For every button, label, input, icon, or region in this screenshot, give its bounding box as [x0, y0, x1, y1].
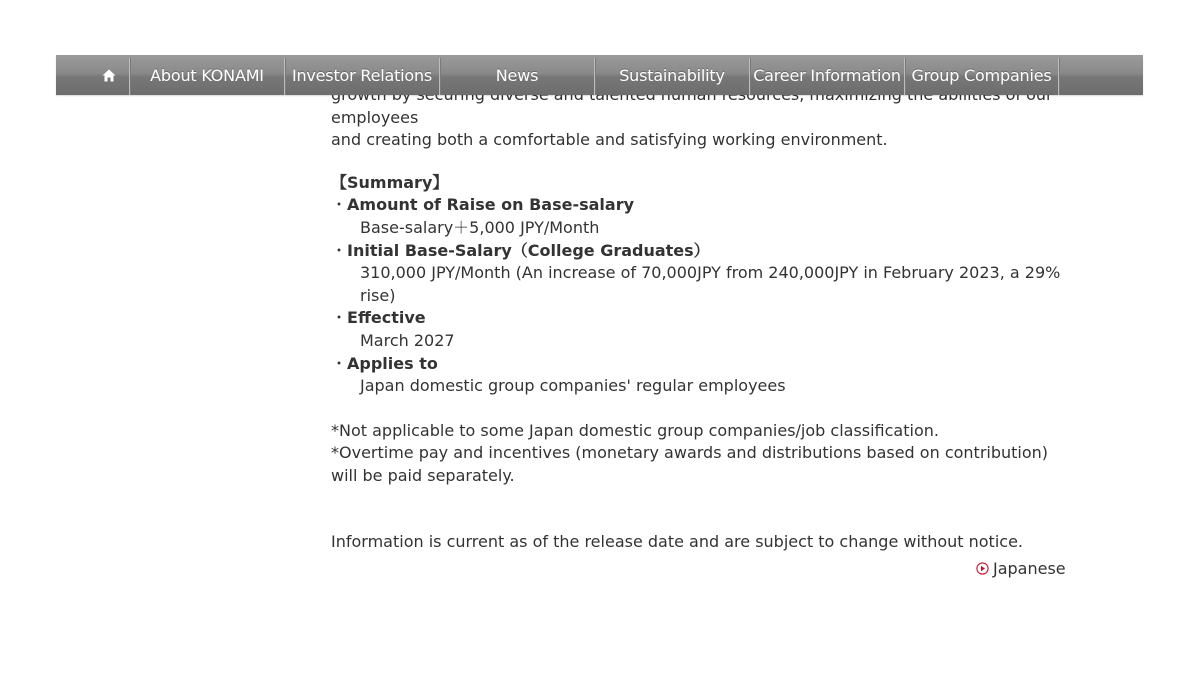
- summary-item-title: [331, 194, 1066, 217]
- disclaimer-text: Information is current as of the release date and are subject to change without notice.: [331, 531, 1023, 551]
- summary-item-title-text: Initial Base-Salary（College Graduates）: [347, 240, 710, 260]
- summary-item-title: [331, 353, 1066, 376]
- summary-item-title-text: Applies to: [347, 353, 438, 373]
- bullet: ・: [331, 240, 348, 260]
- home-icon: [102, 69, 116, 82]
- nav-sustainability[interactable]: Sustainability: [619, 66, 725, 85]
- summary-item-title: [331, 307, 1066, 330]
- nav-career-information[interactable]: Career Information: [753, 66, 901, 85]
- nav-news[interactable]: News: [495, 66, 539, 85]
- summary-item-value: Base-salary＋5,000 JPY/Month: [360, 217, 600, 237]
- bullet: ・: [331, 308, 348, 328]
- nav-home[interactable]: [87, 58, 130, 95]
- nav-investor-relations[interactable]: Investor Relations: [291, 66, 433, 85]
- nav-divider: [1058, 58, 1059, 95]
- intro-text-line: employees: [331, 107, 419, 127]
- note-text: *Overtime pay and incentives (monetary awards and distributions based on contribution) will be paid separately.: [331, 443, 1049, 485]
- summary-item-value: 310,000 JPY/Month (An increase of 70,000JPY from 240,000JPY in February 2023, a 29% rise): [360, 263, 1061, 305]
- bullet: ・: [331, 195, 348, 215]
- japanese-link-label[interactable]: Japanese: [993, 559, 1066, 578]
- summary-item-value: Japan domestic group companies' regular employees: [360, 376, 786, 396]
- summary-item-title: [331, 240, 1066, 263]
- summary-item-title-text: Amount of Raise on Base-salary: [347, 195, 635, 215]
- bullet: ・: [331, 353, 348, 373]
- global-nav: [56, 55, 1143, 95]
- nav-about-konami[interactable]: About KONAMI: [150, 66, 264, 85]
- notes: [331, 420, 1066, 488]
- note-text: *Not applicable to some Japan domestic group companies/job classification.: [331, 420, 939, 440]
- nav-group-companies[interactable]: Group Companies: [911, 66, 1052, 85]
- article-body: [331, 84, 1066, 569]
- summary-item-value: March 2027: [360, 330, 455, 350]
- summary-heading: 【Summary】: [331, 172, 449, 192]
- intro-text-line: and creating both a comfortable and satisfying working environment.: [331, 130, 888, 150]
- summary-item-title-text: Effective: [347, 308, 426, 328]
